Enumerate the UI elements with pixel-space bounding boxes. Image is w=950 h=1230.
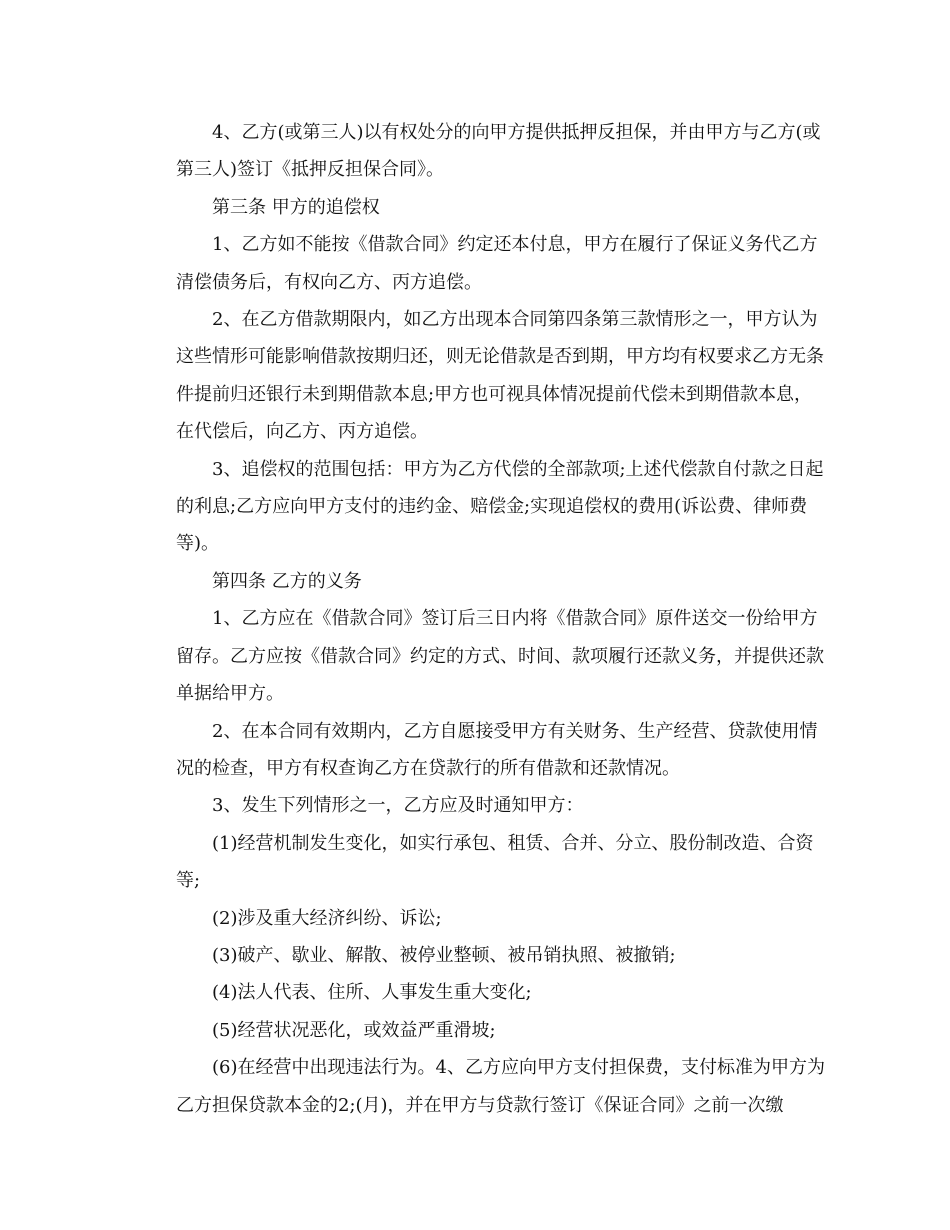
paragraph-line: 留存。乙方应按《借款合同》约定的方式、时间、款项履行还款义务，并提供还款 — [176, 645, 824, 667]
paragraph-a3-item2 — [140, 301, 824, 451]
paragraph-line: (6)在经营中出现违法行为。4、乙方应向甲方支付担保费，支付标准为甲方为 — [212, 1057, 825, 1079]
paragraph-line: 2、在本合同有效期内，乙方自愿接受甲方有关财务、生产经营、贷款使用情 — [212, 720, 818, 742]
paragraph-line: 2、在乙方借款期限内，如乙方出现本合同第四条第三款情形之一，甲方认为 — [212, 309, 818, 331]
paragraph-line: (1)经营机制发生变化，如实行承包、租赁、合并、分立、股份制改造、合资 — [212, 832, 814, 854]
paragraph-line: 在代偿后，向乙方、丙方追偿。 — [176, 421, 428, 443]
paragraph-p4-item4 — [140, 114, 821, 189]
paragraph-a4-item3-1 — [140, 825, 812, 900]
paragraph-line: (5)经营状况恶化，或效益严重滑坡; — [212, 1019, 496, 1041]
paragraph-line: (2)涉及重大经济纠纷、诉讼; — [212, 907, 442, 929]
paragraph-a4-item3-6 — [140, 1049, 825, 1124]
paragraph-line: 清偿债务后，有权向乙方、丙方追偿。 — [176, 271, 482, 293]
paragraph-line: 第四条 乙方的义务 — [212, 570, 362, 592]
paragraph-line: 况的检查，甲方有权查询乙方在贷款行的所有借款和还款情况。 — [176, 757, 680, 779]
paragraph-a4-item3-5 — [140, 1012, 812, 1049]
paragraph-line: 这些情形可能影响借款按期归还，则无论借款是否到期，甲方均有权要求乙方无条 — [176, 346, 824, 368]
paragraph-line: 3、追偿权的范围包括：甲方为乙方代偿的全部款项;上述代偿款自付款之日起 — [212, 458, 824, 480]
paragraph-a4-item3 — [140, 787, 812, 824]
paragraph-a3-item1 — [140, 226, 818, 301]
paragraph-line: 4、乙方(或第三人)以有权处分的向甲方提供抵押反担保，并由甲方与乙方(或 — [212, 122, 821, 143]
paragraph-line: 件提前归还银行未到期借款本息;甲方也可视具体情况提前代偿未到期借款本息， — [176, 383, 813, 405]
document-page — [140, 114, 825, 1124]
paragraph-line: 1、乙方如不能按《借款合同》约定还本付息，甲方在履行了保证义务代乙方 — [212, 234, 818, 256]
paragraph-line: 第三条 甲方的追偿权 — [212, 196, 380, 218]
paragraph-line: 乙方担保贷款本金的2;(月)，并在甲方与贷款行签订《保证合同》之前一次缴 — [176, 1094, 784, 1116]
paragraph-line: 1、乙方应在《借款合同》签订后三日内将《借款合同》原件送交一份给甲方 — [212, 608, 818, 630]
paragraph-line: 第三人)签订《抵押反担保合同》。 — [176, 159, 445, 181]
paragraph-a4-item1 — [140, 600, 824, 712]
paragraph-line: 等; — [176, 870, 201, 892]
paragraph-a4-item3-3 — [140, 937, 812, 974]
paragraph-line: (4)法人代表、住所、人事发生重大变化; — [212, 982, 532, 1004]
paragraph-line: 单据给甲方。 — [176, 683, 284, 705]
paragraph-a4-item3-2 — [140, 900, 812, 937]
paragraph-line: 的利息;乙方应向甲方支付的违约金、赔偿金;实现追偿权的费用(诉讼费、律师费 — [176, 496, 808, 518]
paragraph-line: 3、发生下列情形之一，乙方应及时通知甲方： — [212, 795, 584, 817]
paragraph-line: 等)。 — [176, 533, 220, 555]
paragraph-article3-heading — [140, 189, 812, 226]
paragraph-a4-item2 — [140, 713, 818, 788]
paragraph-a3-item3 — [140, 451, 824, 563]
paragraph-line: (3)破产、歇业、解散、被停业整顿、被吊销执照、被撤销; — [212, 944, 676, 966]
paragraph-a4-item3-4 — [140, 974, 812, 1011]
paragraph-article4-heading — [140, 563, 812, 600]
